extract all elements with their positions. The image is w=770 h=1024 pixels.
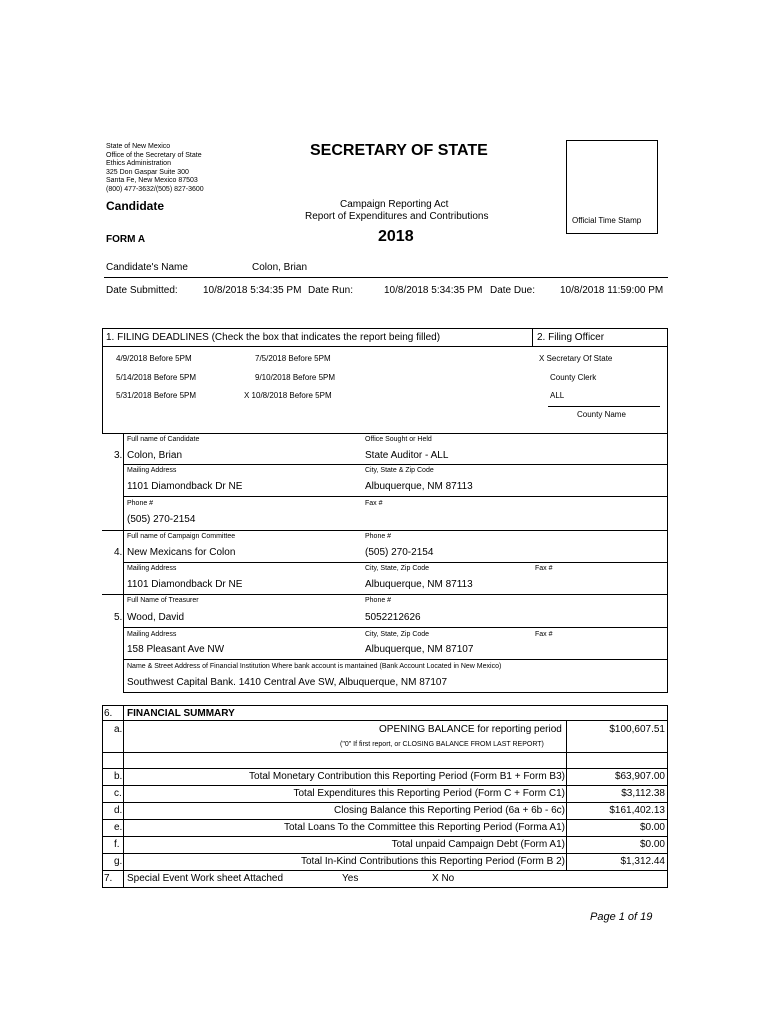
row-label: Total unpaid Campaign Debt (Form A1) xyxy=(391,839,565,850)
date-due-label: Date Due: xyxy=(490,285,536,296)
phone-label: Phone # xyxy=(365,597,392,604)
office-sought-label: Office Sought or Held xyxy=(365,436,432,443)
divider xyxy=(667,433,668,693)
phone: 5052212626 xyxy=(365,612,421,623)
candidate-name-value: Colon, Brian xyxy=(252,262,308,273)
divider xyxy=(102,752,668,753)
deadline-option-selected[interactable]: X 10/8/2018 Before 5PM xyxy=(244,391,332,400)
divider xyxy=(566,720,567,871)
fax-label: Fax # xyxy=(535,565,553,572)
special-event-label: Special Event Work sheet Attached xyxy=(127,873,284,884)
row-value: $161,402.13 xyxy=(609,805,665,816)
row-value: $63,907.00 xyxy=(614,771,665,782)
deadline-option[interactable]: 5/31/2018 Before 5PM xyxy=(116,391,197,400)
mailing-address: 1101 Diamondback Dr NE xyxy=(127,579,243,590)
divider xyxy=(532,328,533,346)
row-label: Closing Balance this Reporting Period (6a + 6b - 6c) xyxy=(334,805,565,816)
date-run-value: 10/8/2018 5:34:35 PM xyxy=(384,285,483,296)
divider xyxy=(102,802,668,803)
divider xyxy=(102,346,668,347)
row-label: Total Loans To the Committee this Reporting Period (Forma A1) xyxy=(283,822,565,833)
committee-name: New Mexicans for Colon xyxy=(127,547,236,558)
opening-balance-value: $100,607.51 xyxy=(609,724,665,735)
row-letter: c. xyxy=(114,788,122,799)
section-number: 6. xyxy=(104,708,113,719)
official-time-stamp-label: Official Time Stamp xyxy=(572,216,642,225)
divider xyxy=(102,705,103,887)
mailing-address-label: Mailing Address xyxy=(127,565,177,572)
office-sought: State Auditor - ALL xyxy=(365,450,449,461)
date-submitted-value: 10/8/2018 5:34:35 PM xyxy=(203,285,302,296)
filing-officer-heading: 2. Filing Officer xyxy=(537,332,605,343)
section-number: 4. xyxy=(114,547,123,558)
city-state-zip-label: City, State & Zip Code xyxy=(365,467,434,474)
deadline-option[interactable]: 7/5/2018 Before 5PM xyxy=(255,354,331,363)
row-letter: g. xyxy=(114,856,123,867)
row-value: $0.00 xyxy=(639,822,665,833)
divider xyxy=(667,705,668,887)
divider xyxy=(123,464,667,465)
mailing-address: 158 Pleasant Ave NW xyxy=(127,644,225,655)
divider xyxy=(102,836,668,837)
filing-deadlines-heading: 1. FILING DEADLINES (Check the box that indicates the report being filled) xyxy=(106,332,441,343)
agency-line: State of New Mexico xyxy=(106,143,171,150)
divider xyxy=(123,627,667,628)
row-value: $1,312.44 xyxy=(620,856,665,867)
filing-officer-option-selected[interactable]: X Secretary Of State xyxy=(539,354,613,363)
divider xyxy=(102,819,668,820)
candidate-name-label: Candidate's Name xyxy=(106,262,188,273)
agency-line: Ethics Administration xyxy=(106,160,171,167)
special-event-no-selected[interactable]: X No xyxy=(432,873,455,884)
treasurer-name-label: Full Name of Treasurer xyxy=(127,597,199,604)
deadline-option[interactable]: 9/10/2018 Before 5PM xyxy=(255,373,336,382)
row-label: Total In-Kind Contributions this Reporting Period (Form B 2) xyxy=(300,856,565,867)
city-state-zip: Albuquerque, NM 87113 xyxy=(365,481,473,492)
filing-officer-option[interactable]: ALL xyxy=(550,391,565,400)
bank-address: Southwest Capital Bank. 1410 Central Ave SW, Albuquerque, NM 87107 xyxy=(127,677,448,688)
row-letter: a. xyxy=(114,724,123,735)
city-state-zip-label: City, State, Zip Code xyxy=(365,565,430,572)
divider xyxy=(102,887,668,888)
divider xyxy=(102,853,668,854)
divider xyxy=(123,433,124,693)
mailing-address: 1101 Diamondback Dr NE xyxy=(127,481,243,492)
row-label: Total Expenditures this Reporting Period (Form C + Form C1) xyxy=(293,788,565,799)
city-state-zip: Albuquerque, NM 87113 xyxy=(365,579,473,590)
agency-line: Santa Fe, New Mexico 87503 xyxy=(106,177,198,184)
candidate-fullname: Colon, Brian xyxy=(127,450,183,461)
opening-balance-note: ("0" If first report, or CLOSING BALANCE FROM LAST REPORT) xyxy=(340,741,544,748)
filing-officer-option[interactable]: County Clerk xyxy=(550,373,597,382)
candidate-fullname-label: Full name of Candidate xyxy=(127,436,200,443)
divider xyxy=(102,785,668,786)
act-line-2: Report of Expenditures and Contributions xyxy=(305,211,489,222)
divider xyxy=(123,562,667,563)
phone-label: Phone # xyxy=(365,533,392,540)
special-event-yes[interactable]: Yes xyxy=(342,873,359,884)
city-state-zip-label: City, State, Zip Code xyxy=(365,631,430,638)
phone: (505) 270-2154 xyxy=(365,547,434,558)
fax-label: Fax # xyxy=(535,631,553,638)
agency-line: 325 Don Gaspar Suite 300 xyxy=(106,169,189,176)
section-number: 3. xyxy=(114,450,123,461)
page-title: SECRETARY OF STATE xyxy=(310,142,488,159)
divider xyxy=(102,594,668,595)
opening-balance-label: OPENING BALANCE for reporting period xyxy=(379,724,562,735)
bank-label: Name & Street Address of Financial Institution Where bank account is mantained (Bank Account Located in New Mexico) xyxy=(127,663,502,670)
act-line-1: Campaign Reporting Act xyxy=(340,199,449,210)
agency-line: (800) 477-3632/(505) 827-3600 xyxy=(106,186,204,193)
deadline-option[interactable]: 4/9/2018 Before 5PM xyxy=(116,354,192,363)
fax-label: Fax # xyxy=(365,500,383,507)
row-letter: f. xyxy=(114,839,120,850)
divider xyxy=(102,433,668,434)
row-value: $0.00 xyxy=(639,839,665,850)
divider xyxy=(104,277,668,278)
city-state-zip: Albuquerque, NM 87107 xyxy=(365,644,474,655)
mailing-address-label: Mailing Address xyxy=(127,631,177,638)
divider xyxy=(102,720,668,721)
date-due-value: 10/8/2018 11:59:00 PM xyxy=(560,285,664,296)
section-number: 5. xyxy=(114,612,123,623)
deadline-option[interactable]: 5/14/2018 Before 5PM xyxy=(116,373,197,382)
form-label: FORM A xyxy=(106,234,146,245)
divider xyxy=(123,659,667,660)
divider xyxy=(123,705,124,887)
committee-name-label: Full name of Campaign Committee xyxy=(127,533,236,540)
candidate-label: Candidate xyxy=(106,199,165,213)
row-letter: d. xyxy=(114,805,123,816)
row-value: $3,112.38 xyxy=(621,788,665,799)
phone: (505) 270-2154 xyxy=(127,514,196,525)
date-run-label: Date Run: xyxy=(308,285,354,296)
divider xyxy=(123,692,667,693)
county-name-line xyxy=(548,406,660,407)
divider xyxy=(102,870,668,871)
mailing-address-label: Mailing Address xyxy=(127,467,177,474)
divider xyxy=(102,705,668,706)
divider xyxy=(102,768,668,769)
phone-label: Phone # xyxy=(127,500,154,507)
divider xyxy=(123,496,667,497)
county-name-label: County Name xyxy=(577,410,626,419)
page-number: Page 1 of 19 xyxy=(590,911,653,923)
date-submitted-label: Date Submitted: xyxy=(106,285,178,296)
agency-line: Office of the Secretary of State xyxy=(106,152,202,159)
divider xyxy=(102,530,668,531)
row-letter: b. xyxy=(114,771,123,782)
row-label: Total Monetary Contribution this Reporting Period (Form B1 + Form B3) xyxy=(249,771,565,782)
section-number: 7. xyxy=(104,873,113,884)
report-year: 2018 xyxy=(378,228,414,245)
row-letter: e. xyxy=(114,822,123,833)
treasurer-name: Wood, David xyxy=(127,612,185,623)
financial-summary-heading: FINANCIAL SUMMARY xyxy=(127,708,235,719)
